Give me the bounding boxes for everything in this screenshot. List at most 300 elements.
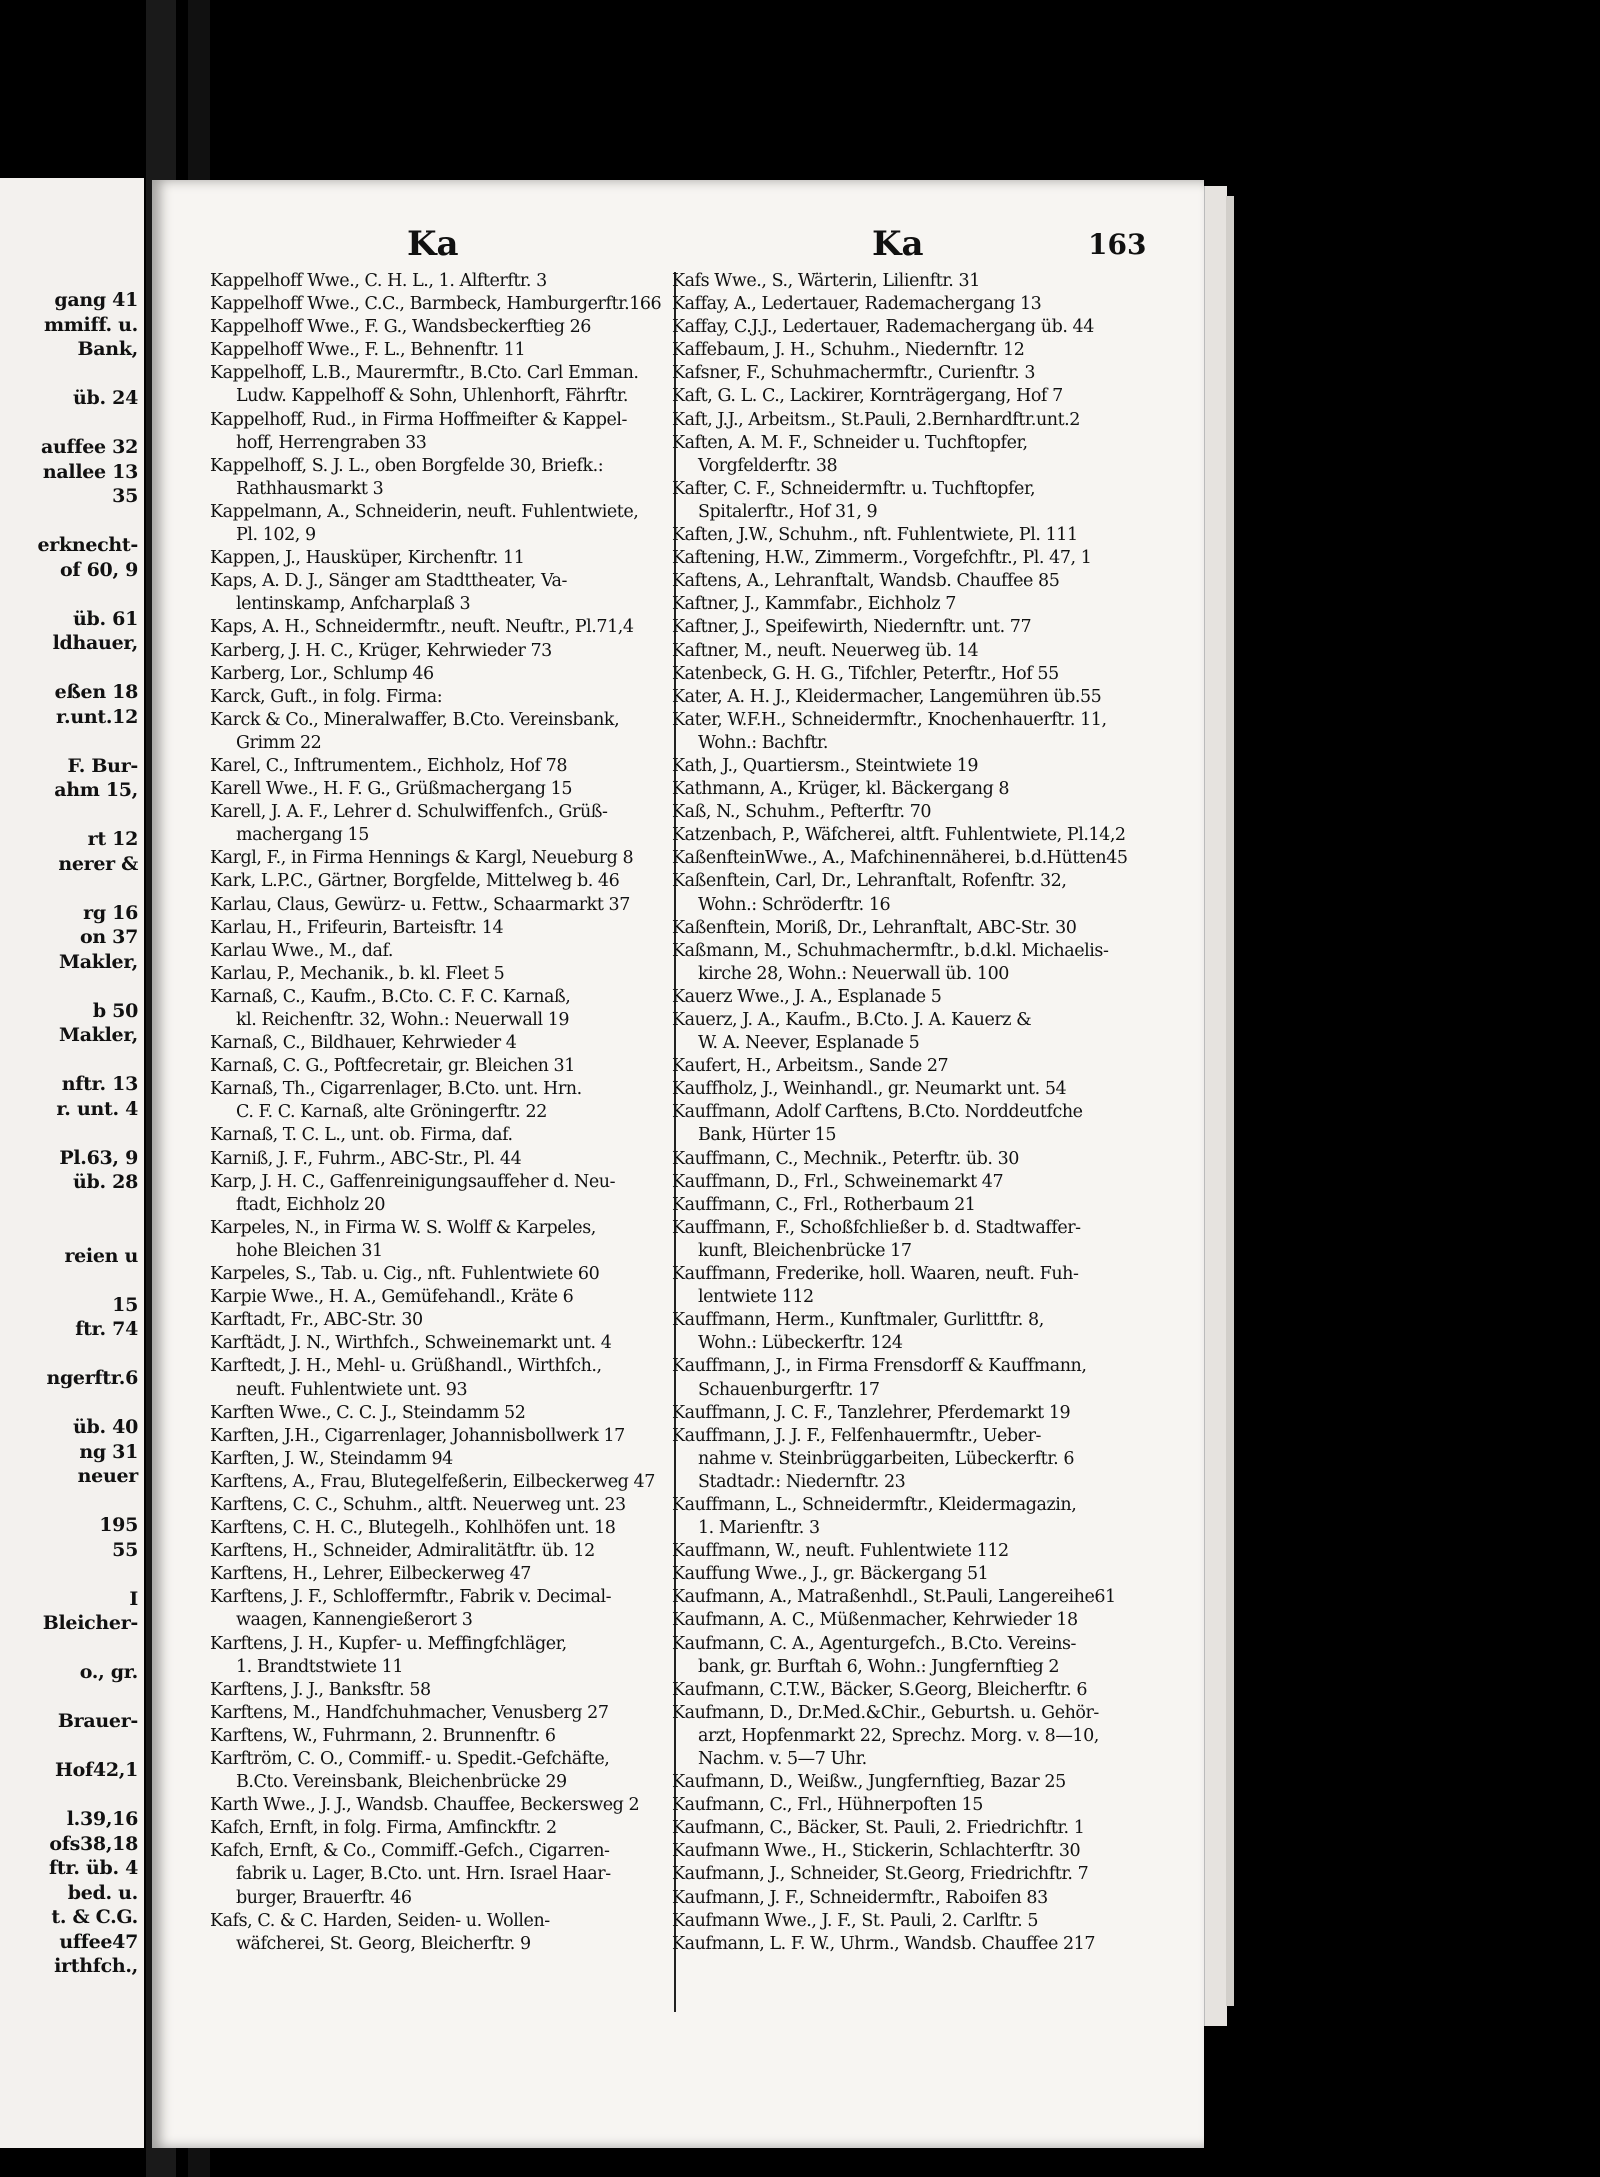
entry-line: Kaps, A. H., Schneidermftr., neuft. Neuftr., Pl.71,4 (210, 617, 634, 638)
entry-line: Kaft, J.J., Arbeitsm., St.Pauli, 2.Bernhardftr.unt.2 (672, 409, 1080, 430)
directory-entry (210, 501, 735, 547)
directory-entry (672, 1887, 1262, 1910)
directory-entry (672, 616, 1262, 639)
directory-entry (672, 1540, 1262, 1563)
left-page-fragment-line (0, 1391, 138, 1416)
directory-entry (672, 316, 1262, 339)
directory-entry (672, 1355, 1262, 1401)
header-left-title: Ka (407, 224, 459, 264)
left-page-fragment-line (0, 1562, 138, 1587)
entry-line: Kauffholz, J., Weinhandl., gr. Neumarkt unt. 54 (672, 1079, 1067, 1100)
entry-line: Kauffmann, Adolf Carftens, B.Cto. Norddeutfche (672, 1102, 1083, 1123)
directory-entry (210, 616, 735, 639)
page-edge-inner (1226, 196, 1234, 2006)
directory-entry (672, 293, 1262, 316)
entry-line: Kafch, Ernft, & Co., Commiff.-Gefch., Cigarren- (210, 1841, 610, 1862)
directory-entry (210, 1055, 735, 1078)
directory-entry (672, 801, 1262, 824)
directory-entry (210, 1148, 735, 1171)
entry-line: Karlau Wwe., M., daf. (210, 940, 393, 961)
entry-continuation: nahme v. Steinbrüggarbeiten, Lübeckerftr. 6 (698, 1448, 1075, 1469)
directory-entry (672, 1263, 1262, 1309)
entry-line: Karnaß, Th., Cigarrenlager, B.Cto. unt. Hrn. (210, 1079, 582, 1100)
left-page-fragment-line (0, 1685, 138, 1710)
left-page-fragment-line: nerer & (58, 852, 138, 875)
directory-entry (672, 385, 1262, 408)
directory-entry (672, 686, 1262, 709)
left-page-fragment-line (0, 656, 138, 681)
directory-entry (210, 1032, 735, 1055)
entry-line: Karpie Wwe., H. A., Gemüfehandl., Kräte 6 (210, 1287, 574, 1308)
directory-entry (210, 362, 735, 408)
directory-entry (672, 1910, 1262, 1933)
left-page-fragment-line (0, 1734, 138, 1759)
entry-line: Katenbeck, G. H. G., Tifchler, Peterftr., Hof 55 (672, 663, 1059, 684)
directory-entry (672, 709, 1262, 755)
directory-entry (672, 847, 1262, 870)
directory-entry (672, 339, 1262, 362)
entry-line: Karftens, A., Frau, Blutegelfeßerin, Eilbeckerweg 47 (210, 1471, 655, 1492)
entry-line: Karftens, W., Fuhrmann, 2. Brunnenftr. 6 (210, 1725, 556, 1746)
entry-line: Kaufmann, C., Bäcker, St. Pauli, 2. Friedrichftr. 1 (672, 1818, 1085, 1839)
entry-continuation: arzt, Hopfenmarkt 22, Sprechz. Morg. v. 8—10, (698, 1725, 1099, 1746)
left-page-fragment-line: 15 (112, 1293, 138, 1316)
entry-line: Kaufmann, C.T.W., Bäcker, S.Georg, Bleicherftr. 6 (672, 1679, 1088, 1700)
entry-line: Karck, Guft., in folg. Firma: (210, 686, 443, 707)
left-page-fragment-line: ng 31 (79, 1440, 138, 1463)
left-page-fragment-line (0, 509, 138, 534)
left-page-fragment-line: üb. 28 (73, 1171, 138, 1193)
entry-continuation: lentwiete 112 (698, 1287, 814, 1308)
entry-line: Karftens, M., Handfchuhmacher, Venusberg 27 (210, 1702, 609, 1723)
entry-continuation: Grimm 22 (236, 732, 322, 753)
entry-line: Kafs Wwe., S., Wärterin, Lilienftr. 31 (672, 271, 980, 291)
directory-entry (210, 640, 735, 663)
left-page-fragment-line: F. Bur- (67, 754, 138, 777)
left-page-fragment-line: Hof42,1 (55, 1759, 138, 1781)
directory-column-right (672, 270, 1262, 1956)
directory-entry (672, 824, 1262, 847)
entry-continuation: B.Cto. Vereinsbank, Bleichenbrücke 29 (236, 1772, 567, 1793)
entry-line: Kaftner, J., Kammfabr., Eichholz 7 (672, 594, 956, 615)
entry-line: KaßenfteinWwe., A., Mafchinennäherei, b.d.Hütten45 (672, 848, 1128, 869)
left-page-fragment-line: r.unt.12 (56, 705, 138, 728)
directory-entry (210, 778, 735, 801)
directory-entry (210, 1494, 735, 1517)
directory-entry (210, 570, 735, 616)
directory-column-left (210, 270, 735, 1956)
directory-entry (672, 1055, 1262, 1078)
entry-continuation: Wohn.: Lübeckerftr. 124 (698, 1333, 903, 1354)
entry-line: Kafsner, F., Schuhmachermftr., Curienftr. 3 (672, 363, 1036, 384)
directory-entry (672, 663, 1262, 686)
left-page-fragment-line: ofs38,18 (49, 1832, 138, 1855)
left-page-fragment-line (0, 1219, 138, 1244)
entry-line: Karberg, Lor., Schlump 46 (210, 663, 434, 684)
entry-line: Kaßenftein, Moriß, Dr., Lehranftalt, ABC-Str. 30 (672, 917, 1077, 938)
left-page-fragment-line (0, 582, 138, 607)
entry-line: Katzenbach, P., Wäfcherei, altft. Fuhlentwiete, Pl.14,2 (672, 825, 1126, 846)
entry-continuation: hohe Bleichen 31 (236, 1240, 383, 1261)
entry-continuation: Spitalerftr., Hof 31, 9 (698, 501, 878, 522)
entry-line: Kaften, A. M. F., Schneider u. Tuchftopfer, (672, 432, 1028, 453)
entry-line: Karftädt, J. N., Wirthfch., Schweinemarkt unt. 4 (210, 1333, 612, 1354)
directory-entry (672, 1771, 1262, 1794)
left-page-fragment-line: ahm 15, (54, 779, 138, 801)
entry-continuation: Bank, Hürter 15 (698, 1125, 837, 1146)
entry-line: Karck & Co., Mineralwaffer, B.Cto. Vereinsbank, (210, 709, 620, 730)
directory-entry (210, 1517, 735, 1540)
entry-line: Kathmann, A., Krüger, kl. Bäckergang 8 (672, 779, 1010, 800)
entry-line: Kaufmann, D., Weißw., Jungfernftieg, Bazar 25 (672, 1772, 1066, 1793)
entry-line: Kappelhoff Wwe., C. H. L., 1. Alfterftr. 3 (210, 271, 547, 291)
entry-line: Karften, J.H., Cigarrenlager, Johannisbollwerk 17 (210, 1425, 625, 1446)
entry-line: Karftens, C. H. C., Blutegelh., Kohlhöfen unt. 18 (210, 1518, 616, 1539)
directory-entry (210, 1817, 735, 1840)
directory-entry (672, 478, 1262, 524)
directory-entry (210, 1840, 735, 1909)
entry-line: Kaufert, H., Arbeitsm., Sande 27 (672, 1056, 949, 1077)
entry-line: Kafch, Ernft, in folg. Firma, Amfinckftr. 2 (210, 1818, 557, 1839)
directory-entry (210, 917, 735, 940)
left-page-fragment-line: ngerftr.6 (46, 1367, 138, 1389)
left-page-fragment-line (0, 1342, 138, 1367)
directory-entry (210, 686, 735, 709)
entry-line: Kappen, J., Hausküper, Kirchenftr. 11 (210, 548, 525, 569)
entry-line: Kauffmann, J., in Firma Frensdorff & Kauffmann, (672, 1356, 1087, 1377)
entry-line: Kaufmann, J., Schneider, St.Georg, Friedrichftr. 7 (672, 1864, 1089, 1885)
directory-entry (210, 663, 735, 686)
directory-entry (672, 870, 1262, 916)
left-page-fragment-line (0, 1636, 138, 1661)
entry-line: Kaufmann, A. C., Müßenmacher, Kehrwieder 18 (672, 1610, 1078, 1631)
directory-entry (672, 1609, 1262, 1632)
entry-line: Kater, W.F.H., Schneidermftr., Knochenhauerftr. 11, (672, 709, 1107, 730)
left-page-fragment-line: ldhauer, (52, 632, 138, 654)
entry-line: Kath, J., Quartiersm., Steintwiete 19 (672, 755, 979, 776)
entry-line: Kaftner, J., Speifewirth, Niedernftr. unt. 77 (672, 617, 1032, 638)
page-number: 163 (1088, 228, 1147, 261)
left-page-fragment-line: Makler, (59, 1024, 138, 1046)
entry-continuation: waagen, Kannengießerort 3 (236, 1610, 473, 1631)
left-page-fragment-line (0, 876, 138, 901)
entry-continuation: kunft, Bleichenbrücke 17 (698, 1240, 912, 1261)
directory-entry (672, 1494, 1262, 1540)
directory-entry (672, 524, 1262, 547)
left-page-fragment-line: Pl.63, 9 (59, 1146, 138, 1169)
directory-entry (672, 1402, 1262, 1425)
entry-continuation: Ludw. Kappelhoff & Sohn, Uhlenhorft, Fährftr. (236, 386, 628, 407)
left-page-fragment-line: bed. u. (67, 1881, 138, 1904)
left-page-fragment-line (0, 1783, 138, 1808)
directory-entry (672, 1633, 1262, 1679)
entry-continuation: wäfcherei, St. Georg, Bleicherftr. 9 (236, 1933, 531, 1954)
left-page-fragment-line: üb. 40 (73, 1416, 138, 1438)
entry-line: Karel, C., Inftrumentem., Eichholz, Hof 78 (210, 755, 568, 776)
left-page-fragment-line: 195 (99, 1514, 138, 1536)
left-page-fragment-line (0, 362, 138, 387)
entry-line: Kauffmann, J. J. F., Felfenhauermftr., Ueber- (672, 1425, 1041, 1446)
page-header (152, 224, 1204, 274)
entry-continuation: neuft. Fuhlentwiete unt. 93 (236, 1379, 468, 1400)
directory-entry (210, 1402, 735, 1425)
entry-continuation: bank, gr. Burftah 6, Wohn.: Jungfernftieg 2 (698, 1656, 1060, 1677)
directory-entry (210, 1748, 735, 1794)
directory-entry (672, 640, 1262, 663)
left-page-fragment-line: Brauer- (57, 1710, 138, 1732)
entry-line: Karell, J. A. F., Lehrer d. Schulwiffenfch., Grüß- (210, 802, 608, 823)
entry-line: Kaft, G. L. C., Lackirer, Kornträgergang, Hof 7 (672, 386, 1063, 407)
entry-line: Kaß, N., Schuhm., Pefterftr. 70 (672, 802, 932, 823)
entry-continuation: kirche 28, Wohn.: Neuerwall üb. 100 (698, 963, 1009, 984)
directory-entry (210, 709, 735, 755)
directory-entry (672, 1101, 1262, 1147)
entry-line: Kappelmann, A., Schneiderin, neuft. Fuhlentwiete, (210, 501, 639, 522)
left-page-fragment-line: erknecht- (37, 534, 138, 556)
directory-entry (672, 1563, 1262, 1586)
directory-entry (672, 1794, 1262, 1817)
entry-line: Kaften, J.W., Schuhm., nft. Fuhlentwiete, Pl. 111 (672, 525, 1078, 546)
entry-line: Karftröm, C. O., Commiff.- u. Spedit.-Gefchäfte, (210, 1749, 610, 1769)
directory-entry (210, 339, 735, 362)
left-page-fragment-line: I (129, 1587, 138, 1610)
left-page-fragment-line: eßen 18 (54, 681, 138, 703)
directory-entry (672, 1309, 1262, 1355)
directory-entry (210, 293, 735, 316)
directory-entry (210, 894, 735, 917)
entry-line: Kauffmann, C., Frl., Rotherbaum 21 (672, 1194, 976, 1215)
left-page-fragment-line: neuer (77, 1465, 138, 1487)
entry-line: Karftens, J. H., Kupfer- u. Meffingfchläger, (210, 1633, 567, 1654)
directory-entry (672, 1679, 1262, 1702)
entry-continuation: Nachm. v. 5—7 Uhr. (698, 1749, 867, 1769)
directory-entry (210, 1702, 735, 1725)
left-page-fragment-line: Bank, (77, 338, 138, 360)
left-page-fragment-line: nallee 13 (42, 460, 138, 483)
entry-line: Karberg, J. H. C., Krüger, Kehrwieder 73 (210, 640, 552, 661)
entry-line: Karell Wwe., H. F. G., Grüßmachergang 15 (210, 779, 573, 800)
entry-continuation: Wohn.: Bachftr. (698, 732, 829, 753)
entry-continuation: kl. Reichenftr. 32, Wohn.: Neuerwall 19 (236, 1010, 570, 1030)
left-page-fragment-line (0, 411, 138, 436)
entry-continuation: W. A. Neever, Esplanade 5 (698, 1033, 920, 1054)
directory-entry (210, 1171, 735, 1217)
directory-entry (672, 1171, 1262, 1194)
directory-entry (672, 547, 1262, 570)
left-page-fragment-line: mmiff. u. (43, 313, 138, 336)
entry-continuation: Schauenburgerftr. 17 (698, 1379, 880, 1400)
left-page-fragment-line (0, 803, 138, 828)
left-page-fragment (0, 178, 144, 2148)
directory-entry (672, 1840, 1262, 1863)
entry-line: Karnaß, T. C. L., unt. ob. Firma, daf. (210, 1125, 513, 1146)
left-page-fragment-line: on 37 (79, 926, 138, 948)
left-page-fragment-line: irthfch., (54, 1955, 138, 1977)
entry-line: Kauffung Wwe., J., gr. Bäckergang 51 (672, 1564, 989, 1585)
directory-entry (672, 1817, 1262, 1840)
entry-continuation: burger, Brauerftr. 46 (236, 1887, 412, 1908)
entry-line: Kaßenftein, Carl, Dr., Lehranftalt, Rofenftr. 32, (672, 871, 1067, 892)
entry-line: Kauerz, J. A., Kaufm., B.Cto. J. A. Kauerz & (672, 1010, 1032, 1030)
directory-entry (210, 1633, 735, 1679)
directory-entry (210, 1124, 735, 1147)
left-page-fragment-line (0, 974, 138, 999)
directory-entry (210, 940, 735, 963)
entry-continuation: Stadtadr.: Niedernftr. 23 (698, 1471, 906, 1492)
entry-line: Karftens, H., Lehrer, Eilbeckerweg 47 (210, 1564, 531, 1585)
entry-line: Karftens, J. J., Banksftr. 58 (210, 1679, 431, 1700)
left-page-fragment-line: reien u (64, 1244, 138, 1267)
left-page-text (0, 288, 138, 1979)
directory-entry (210, 270, 735, 293)
entry-line: Karlau, P., Mechanik., b. kl. Fleet 5 (210, 963, 505, 984)
directory-entry (672, 362, 1262, 385)
entry-line: Karften, J. W., Steindamm 94 (210, 1448, 453, 1469)
entry-line: Kafs, C. & C. Harden, Seiden- u. Wollen- (210, 1910, 550, 1931)
header-right-title: Ka (872, 224, 924, 264)
left-page-fragment-line: auffee 32 (40, 436, 138, 458)
directory-entry (210, 1425, 735, 1448)
entry-continuation: C. F. C. Karnaß, alte Gröningerftr. 22 (236, 1102, 547, 1123)
left-page-fragment-line: 55 (112, 1538, 138, 1561)
entry-line: Kaufmann Wwe., H., Stickerin, Schlachterftr. 30 (672, 1841, 1081, 1862)
directory-entry (210, 547, 735, 570)
left-page-fragment-line: rt 12 (87, 828, 138, 850)
directory-entry (210, 1471, 735, 1494)
directory-entry (672, 940, 1262, 986)
directory-entry (210, 316, 735, 339)
entry-line: Kaffay, C.J.J., Ledertauer, Rademachergang üb. 44 (672, 317, 1094, 338)
left-page-fragment-line (0, 1195, 138, 1220)
entry-line: Karftens, J. F., Schloffermftr., Fabrik v. Decimal- (210, 1587, 612, 1608)
directory-entry (672, 270, 1262, 293)
entry-line: Kaps, A. D. J., Sänger am Stadttheater, Va- (210, 571, 567, 592)
entry-line: Kaufmann Wwe., J. F., St. Pauli, 2. Carlftr. 5 (672, 1910, 1039, 1931)
directory-entry (672, 409, 1262, 432)
directory-entry (210, 1217, 735, 1263)
entry-line: Karftedt, J. H., Mehl- u. Grüßhandl., Wirthfch., (210, 1356, 602, 1377)
entry-line: Kauffmann, L., Schneidermftr., Kleidermagazin, (672, 1494, 1077, 1515)
entry-continuation: 1. Marienftr. 3 (698, 1518, 820, 1539)
directory-entry (210, 1540, 735, 1563)
entry-line: Kappelhoff, Rud., in Firma Hoffmeifter & Kappel- (210, 409, 628, 430)
left-page-fragment-line: Bleicher- (42, 1612, 138, 1634)
directory-entry (672, 1425, 1262, 1494)
entry-line: Karftens, H., Schneider, Admiralitätftr. üb. 12 (210, 1541, 595, 1562)
entry-line: Karpeles, S., Tab. u. Cig., nft. Fuhlentwiete 60 (210, 1264, 600, 1285)
entry-line: Kaffay, A., Ledertauer, Rademachergang 13 (672, 294, 1042, 315)
left-page-fragment-line (0, 1268, 138, 1293)
entry-line: Kappelhoff Wwe., C.C., Barmbeck, Hamburgerftr.166 (210, 294, 662, 315)
left-page-fragment-line: Makler, (59, 950, 138, 973)
entry-continuation: Wohn.: Schröderftr. 16 (698, 894, 891, 915)
entry-line: Kater, A. H. J., Kleidermacher, Langemühren üb.55 (672, 686, 1102, 707)
entry-line: Kauffmann, D., Frl., Schweinemarkt 47 (672, 1171, 1004, 1192)
entry-line: Kappelhoff, S. J. L., oben Borgfelde 30, Briefk.: (210, 455, 604, 476)
entry-line: Karniß, J. F., Fuhrm., ABC-Str., Pl. 44 (210, 1148, 522, 1169)
directory-entry (672, 1148, 1262, 1171)
entry-line: Kaftner, M., neuft. Neuerweg üb. 14 (672, 640, 979, 661)
left-page-fragment-line: of 60, 9 (60, 558, 138, 581)
entry-continuation: Pl. 102, 9 (236, 525, 316, 546)
directory-entry (672, 917, 1262, 940)
directory-entry (672, 593, 1262, 616)
left-page-fragment-line (0, 729, 138, 754)
entry-line: Kauffmann, Frederike, holl. Waaren, neuft. Fuh- (672, 1264, 1079, 1285)
entry-line: Kaßmann, M., Schuhmachermftr., b.d.kl. Michaelis- (672, 940, 1109, 961)
left-page-fragment-line (0, 1048, 138, 1073)
entry-line: Kappelhoff Wwe., F. G., Wandsbeckerftieg 26 (210, 317, 591, 338)
left-page-fragment-line: ftr. 74 (75, 1318, 138, 1340)
left-page-fragment-line: r. unt. 4 (56, 1097, 138, 1120)
entry-continuation: Vorgfelderftr. 38 (698, 455, 838, 476)
left-page-fragment-line: o., gr. (79, 1661, 138, 1683)
entry-line: Karp, J. H. C., Gaffenreinigungsauffeher d. Neu- (210, 1171, 616, 1192)
entry-line: Karften Wwe., C. C. J., Steindamm 52 (210, 1402, 526, 1423)
directory-entry (210, 1286, 735, 1309)
left-page-fragment-line: b 50 (92, 999, 138, 1022)
left-page-fragment-line: nftr. 13 (61, 1073, 138, 1095)
entry-continuation: machergang 15 (236, 825, 369, 846)
left-page-fragment-line: t. & C.G. (51, 1906, 138, 1928)
entry-line: Kauffmann, F., Schoßfchließer b. d. Stadtwaffer- (672, 1217, 1081, 1238)
entry-line: Kappelhoff Wwe., F. L., Behnenftr. 11 (210, 340, 526, 361)
entry-line: Karnaß, C., Bildhauer, Kehrwieder 4 (210, 1033, 517, 1054)
directory-entry (210, 1355, 735, 1401)
entry-line: Karlau, Claus, Gewürz- u. Fettw., Schaarmarkt 37 (210, 894, 630, 915)
directory-entry (210, 1332, 735, 1355)
entry-continuation: ftadt, Eichholz 20 (236, 1194, 386, 1215)
directory-entry (672, 570, 1262, 593)
entry-line: Kaufmann, D., Dr.Med.&Chir., Geburtsh. u. Gehör- (672, 1702, 1099, 1723)
directory-entry (210, 1586, 735, 1632)
left-page-fragment-line: üb. 24 (73, 387, 138, 409)
directory-entry (210, 963, 735, 986)
entry-continuation: Rathhausmarkt 3 (236, 478, 384, 499)
directory-entry (672, 1078, 1262, 1101)
directory-entry (672, 1194, 1262, 1217)
entry-line: Kargl, F., in Firma Hennings & Kargl, Neueburg 8 (210, 848, 634, 869)
directory-entry (210, 1263, 735, 1286)
directory-entry (210, 870, 735, 893)
page-edge (1204, 186, 1227, 2026)
directory-entry (210, 409, 735, 455)
directory-entry (672, 1009, 1262, 1055)
directory-entry (672, 432, 1262, 478)
entry-line: Kappelhoff, L.B., Maurermftr., B.Cto. Carl Emman. (210, 363, 639, 384)
directory-entry (672, 1863, 1262, 1886)
directory-entry (210, 1448, 735, 1471)
entry-line: Kaftens, A., Lehranftalt, Wandsb. Chauffee 85 (672, 571, 1060, 592)
left-page-fragment-line: uffee47 (59, 1930, 138, 1953)
entry-line: Karftadt, Fr., ABC-Str. 30 (210, 1310, 423, 1331)
entry-line: Karnaß, C. G., Poftfecretair, gr. Bleichen 31 (210, 1056, 575, 1077)
entry-line: Karth Wwe., J. J., Wandsb. Chauffee, Beckersweg 2 (210, 1795, 640, 1816)
entry-line: Kaufmann, J. F., Schneidermftr., Raboifen 83 (672, 1887, 1048, 1908)
entry-line: Kauerz Wwe., J. A., Esplanade 5 (672, 986, 942, 1007)
directory-entry (672, 1933, 1262, 1956)
directory-entry (210, 1309, 735, 1332)
directory-page (152, 180, 1204, 2148)
entry-line: Kafter, C. F., Schneidermftr. u. Tuchftopfer, (672, 478, 1036, 499)
entry-continuation: 1. Brandtstwiete 11 (236, 1656, 404, 1677)
entry-line: Karlau, H., Frifeurin, Barteisftr. 14 (210, 917, 504, 938)
entry-continuation: hoff, Herrengraben 33 (236, 432, 427, 453)
left-page-fragment-line: ftr. üb. 4 (49, 1857, 138, 1879)
directory-entry (210, 1078, 735, 1124)
directory-entry (210, 1794, 735, 1817)
entry-line: Kark, L.P.C., Gärtner, Borgfelde, Mittelweg b. 46 (210, 871, 620, 892)
